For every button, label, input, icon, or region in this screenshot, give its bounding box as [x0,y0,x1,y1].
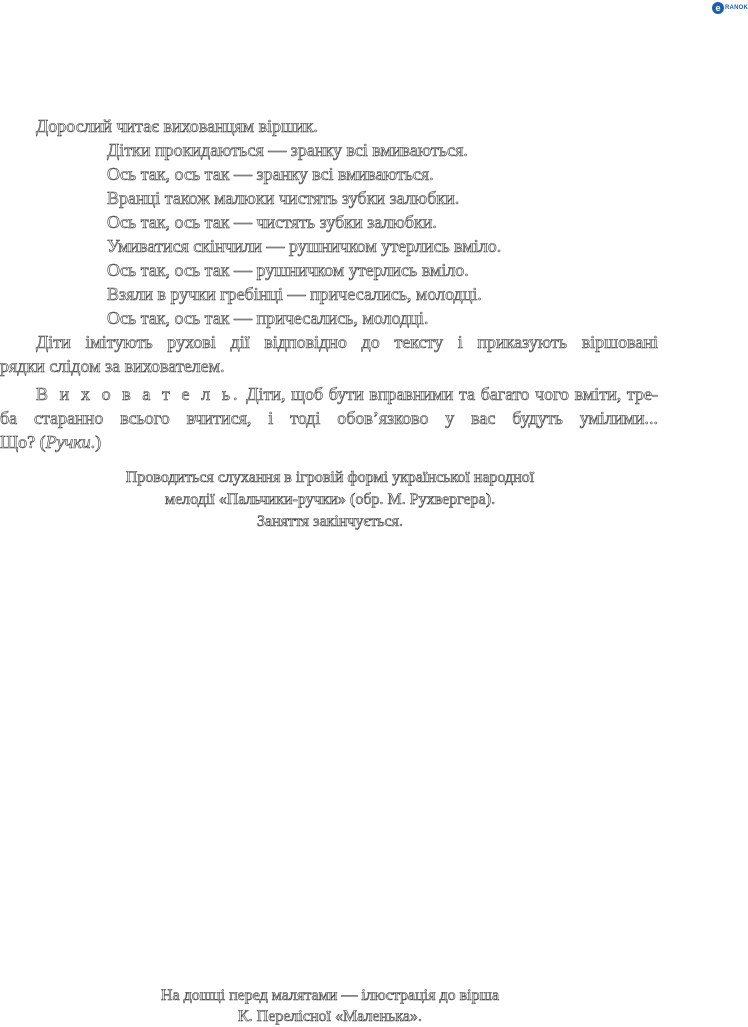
teacher-speaker: В и х о в а т е л ь. [36,384,241,404]
teacher-line-3 [0,431,101,453]
footer-line-2: К. Перелісної «Маленька». [237,1008,422,1025]
teacher-text-1: Діти, щоб бути вправними та багато чого вміти, тре- [240,384,658,404]
remark-line-2: мелодії «Пальчики-ручки» (обр. М. Рухвергера). [164,491,496,508]
children-action-line-1: Діти імітують рухові дії відповідно до тексту і приказують віршовані [36,332,658,352]
publisher-logo-icon: e [712,2,724,14]
poem-line-2: Ось так, ось так — зранку всі вмиваються. [107,164,434,184]
remark-line-3: Заняття закінчується. [256,513,404,530]
children-action-line-2: рядки слідом за вихователем. [0,356,225,376]
poem-line-8: Ось так, ось так — причесались, молодці. [107,308,429,328]
teacher-answer-end: .) [90,432,102,452]
poem-line-1: Дітки прокидаються — зранку всі вмиваються. [107,140,468,160]
teacher-line-1 [36,383,658,405]
poem-line-7: Взяли в ручки гребінці — причесались, молодці. [107,284,482,304]
publisher-logo [708,0,748,16]
teacher-answer: Ручки [45,432,91,452]
poem-line-5: Умиватися скінчили — рушничком утерлись вміло. [107,236,502,256]
remark-line-1: Проводиться слухання в ігровій формі української народної [125,469,535,486]
teacher-question: Що? ( [0,432,46,452]
footer-line-1: На дошці перед малятами — ілюстрація до вірша [160,987,500,1004]
intro-line: Дорослий читає вихованцям віршик. [36,116,318,136]
poem-line-6: Ось так, ось так — рушничком утерлись вміло. [107,260,469,280]
teacher-line-2: ба старанно всього вчитися, і тоді обов’язково у вас будуть умілими... [0,408,658,428]
poem-line-3: Вранці також малюки чистять зубки залюбки. [107,188,460,208]
poem-line-4: Ось так, ось так — чистять зубки залюбки. [107,212,437,232]
publisher-logo-text: RANOK [725,5,748,11]
